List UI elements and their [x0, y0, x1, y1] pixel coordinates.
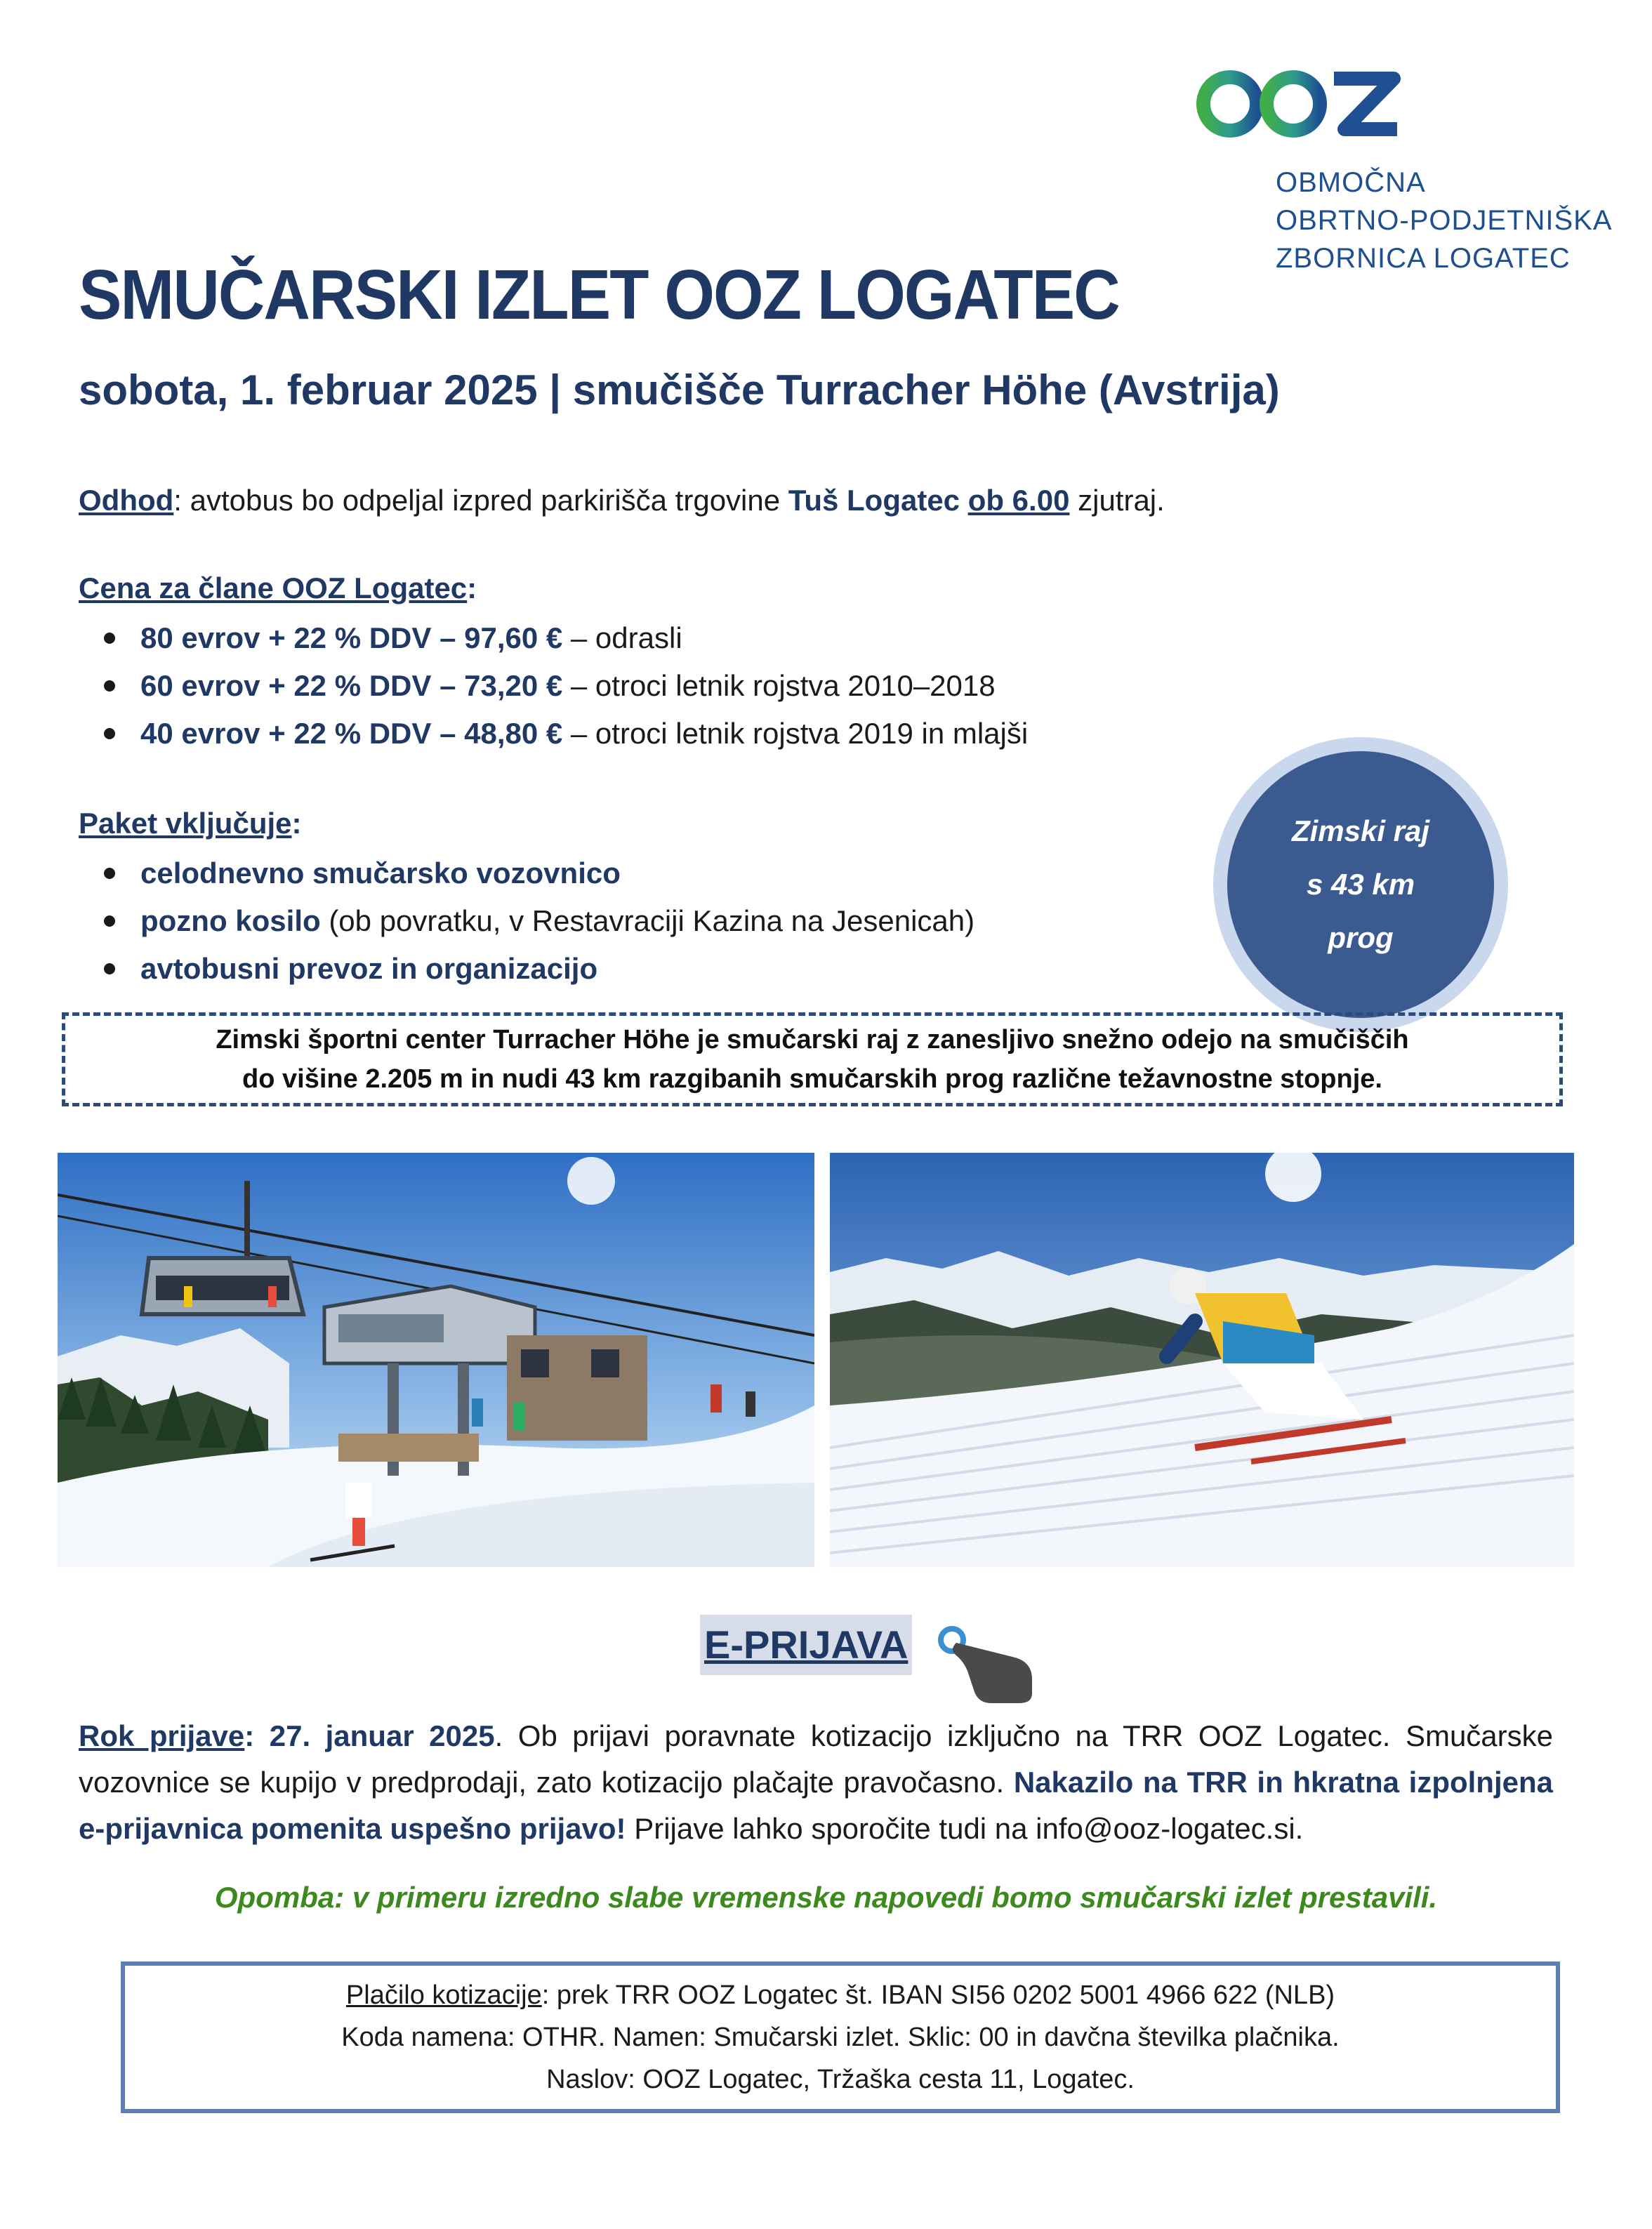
- package-list: [98, 849, 974, 993]
- deadline-bold-text: Nakazilo na TRR in hkratna izpolnjena e-prijavnica pomenita uspešno prijavo!: [79, 1766, 1553, 1845]
- info-line-2: do višine 2.205 m in nudi 43 km razgibanih smučarskih prog različne težavnostne stopnje.: [242, 1064, 1382, 1094]
- price-value: 60 evrov + 22 % DDV – 73,20 €: [140, 669, 563, 702]
- package-item-extra: (ob povratku, v Restavraciji Kazina na Jesenicah): [320, 904, 975, 937]
- info-line-1: Zimski športni center Turracher Höhe je smučarski raj z zanesljivo snežno odejo na smučiščih: [216, 1025, 1409, 1054]
- package-item: [98, 849, 974, 897]
- badge-line-1: Zimski raj: [1291, 814, 1430, 847]
- payment-line-1: [346, 1974, 1335, 2016]
- payment-line-3: Naslov: OOZ Logatec, Tržaška cesta 11, Logatec.: [546, 2065, 1135, 2094]
- departure-time: ob 6.00: [967, 484, 1070, 517]
- weather-note: Opomba: v primeru izredno slabe vremenske napovedi bomo smučarski izlet prestavili.: [214, 1881, 1438, 1914]
- prices-heading: Cena za člane OOZ Logatec:: [79, 571, 477, 604]
- package-heading: Paket vključuje:: [79, 807, 302, 840]
- logo-line-1: OBMOČNA: [1276, 167, 1426, 198]
- deadline-label: Rok prijave: [79, 1719, 245, 1752]
- skier-photo: [830, 1153, 1574, 1567]
- payment-box: [121, 1962, 1560, 2113]
- page-title: SMUČARSKI IZLET OOZ LOGATEC: [79, 256, 1119, 334]
- departure-text-after: zjutraj.: [1069, 484, 1165, 517]
- bullet-icon: [104, 915, 115, 927]
- payment-line-1-text: : prek TRR OOZ Logatec št. IBAN SI56 0202 5001 4966 622 (NLB): [541, 1980, 1335, 2010]
- prices-heading-text: Cena za člane OOZ Logatec: [79, 571, 468, 604]
- bullet-icon: [104, 728, 115, 739]
- package-item: [98, 897, 974, 945]
- e-prijava-link[interactable]: E-PRIJAVA: [700, 1615, 912, 1675]
- page-subtitle: sobota, 1. februar 2025 | smučišče Turracher Höhe (Avstrija): [79, 366, 1280, 414]
- price-desc: – odrasli: [562, 621, 682, 654]
- price-list: [98, 614, 1028, 758]
- bullet-icon: [104, 963, 115, 974]
- price-value: 40 evrov + 22 % DDV – 48,80 €: [140, 717, 563, 750]
- logo-line-3: ZBORNICA LOGATEC: [1276, 243, 1571, 274]
- price-item: [98, 710, 1028, 758]
- departure-text-before: : avtobus bo odpeljal izpred parkirišča trgovine: [173, 484, 788, 517]
- package-item-main: pozno kosilo: [140, 904, 321, 937]
- logo-line-2: OBRTNO-PODJETNIŠKA: [1276, 205, 1613, 236]
- deadline-text-2: Prijave lahko sporočite tudi na info@ooz-logatec.si.: [626, 1812, 1304, 1845]
- price-desc: – otroci letnik rojstva 2019 in mlajši: [562, 717, 1029, 750]
- promo-badge: [1213, 737, 1508, 1032]
- ooz-logo-mark: [1194, 56, 1404, 147]
- departure-label: Odhod: [79, 484, 174, 517]
- price-desc: – otroci letnik rojstva 2010–2018: [562, 669, 996, 702]
- deadline-paragraph: Rok prijave: 27. januar 2025. Ob prijavi poravnate kotizacijo izključno na TRR OOZ Logatec. Smučarske vozovnice se kupijo v predprodaji, zato kotizacijo plačajte pravočasno. Nakazilo na TRR in hkratna izpolnjena e-prijavnica pomenita uspešno prijavo! Prijave lahko sporočite tudi na info@ooz-logatec.si.: [79, 1719, 1554, 1845]
- payment-label: Plačilo kotizacije: [345, 1980, 542, 2010]
- price-value: 80 evrov + 22 % DDV – 97,60 €: [140, 621, 563, 654]
- package-heading-text: Paket vključuje: [79, 807, 292, 840]
- price-item: [98, 614, 1028, 662]
- bullet-icon: [104, 633, 115, 644]
- payment-line-2: Koda namena: OTHR. Namen: Smučarski izlet. Sklic: 00 in davčna številka plačnika.: [341, 2023, 1340, 2052]
- badge-line-3: prog: [1328, 921, 1394, 954]
- bullet-icon: [104, 868, 115, 879]
- package-item: [98, 945, 974, 993]
- price-item: [98, 662, 1028, 710]
- pointing-hand-icon[interactable]: [935, 1615, 1040, 1706]
- deadline-text-1: . Ob prijavi poravnate kotizacijo izključno na TRR OOZ Logatec. Smučarske vozovnice se kupijo v predprodaji, zato kotizacijo plačajte pravočasno.: [79, 1719, 1554, 1799]
- package-item-main: celodnevno smučarsko vozovnico: [140, 856, 621, 889]
- package-item-main: avtobusni prevoz in organizacijo: [140, 952, 598, 985]
- ooz-logo: [1194, 56, 1615, 288]
- deadline-date: 27. januar 2025: [269, 1719, 495, 1752]
- departure-paragraph: [79, 477, 1165, 524]
- departure-place: Tuš Logatec: [788, 484, 960, 517]
- badge-line-2: s 43 km: [1306, 868, 1415, 901]
- chairlift-photo: [58, 1153, 814, 1567]
- bullet-icon: [104, 680, 115, 692]
- info-box: [62, 1012, 1563, 1106]
